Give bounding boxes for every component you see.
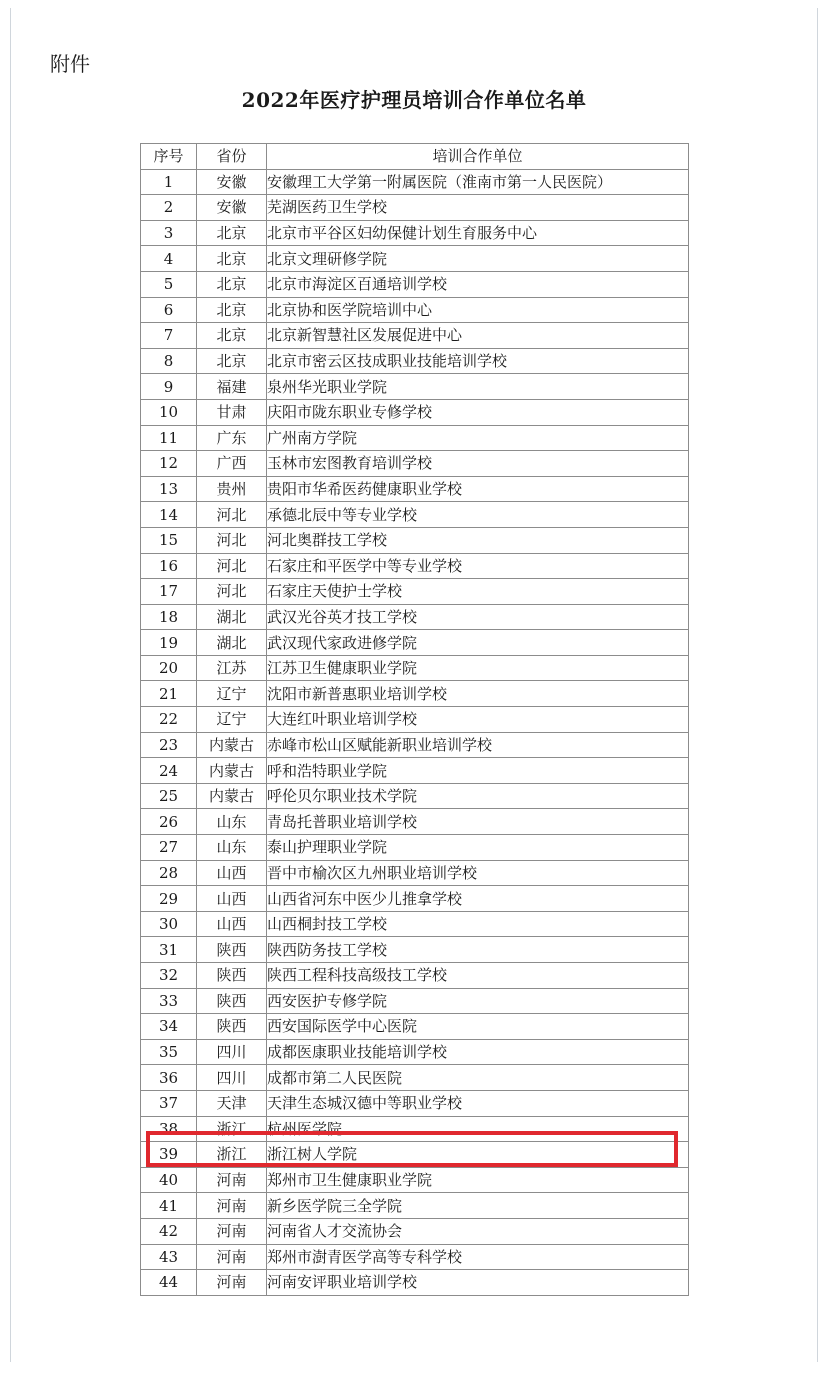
table-row bbox=[141, 220, 689, 246]
row-unit: 青岛托普职业培训学校 bbox=[267, 809, 689, 835]
table-row bbox=[141, 579, 689, 605]
table-row bbox=[141, 1244, 689, 1270]
table-row bbox=[141, 860, 689, 886]
table-row bbox=[141, 271, 689, 297]
row-province: 内蒙古 bbox=[197, 758, 267, 784]
row-unit: 武汉光谷英才技工学校 bbox=[267, 604, 689, 630]
row-province: 安徽 bbox=[197, 195, 267, 221]
row-province: 内蒙古 bbox=[197, 783, 267, 809]
row-seq: 21 bbox=[141, 681, 197, 707]
table-row bbox=[141, 1014, 689, 1040]
row-seq: 10 bbox=[141, 399, 197, 425]
row-unit: 河北奥群技工学校 bbox=[267, 527, 689, 553]
row-seq: 23 bbox=[141, 732, 197, 758]
row-seq: 43 bbox=[141, 1244, 197, 1270]
row-province: 浙江 bbox=[197, 1116, 267, 1142]
row-unit: 陕西工程科技高级技工学校 bbox=[267, 963, 689, 989]
row-province: 北京 bbox=[197, 271, 267, 297]
row-province: 河北 bbox=[197, 579, 267, 605]
table-row bbox=[141, 1270, 689, 1296]
row-seq: 16 bbox=[141, 553, 197, 579]
table-row bbox=[141, 169, 689, 195]
row-seq: 35 bbox=[141, 1039, 197, 1065]
row-province: 陕西 bbox=[197, 1014, 267, 1040]
table-row bbox=[141, 835, 689, 861]
row-province: 河北 bbox=[197, 553, 267, 579]
row-province: 北京 bbox=[197, 297, 267, 323]
row-seq: 31 bbox=[141, 937, 197, 963]
table-row bbox=[141, 195, 689, 221]
row-unit: 武汉现代家政进修学院 bbox=[267, 630, 689, 656]
table-row bbox=[141, 348, 689, 374]
row-seq: 14 bbox=[141, 502, 197, 528]
row-unit: 河南安评职业培训学校 bbox=[267, 1270, 689, 1296]
row-unit: 石家庄和平医学中等专业学校 bbox=[267, 553, 689, 579]
table-row bbox=[141, 783, 689, 809]
row-province: 山西 bbox=[197, 886, 267, 912]
row-seq: 7 bbox=[141, 323, 197, 349]
row-seq: 13 bbox=[141, 476, 197, 502]
row-seq: 32 bbox=[141, 963, 197, 989]
page-title: 2022年医疗护理员培训合作单位名单 bbox=[241, 88, 587, 112]
row-province: 山西 bbox=[197, 860, 267, 886]
row-unit: 成都医康职业技能培训学校 bbox=[267, 1039, 689, 1065]
row-unit: 呼和浩特职业学院 bbox=[267, 758, 689, 784]
row-seq: 6 bbox=[141, 297, 197, 323]
row-seq: 20 bbox=[141, 655, 197, 681]
row-unit: 西安国际医学中心医院 bbox=[267, 1014, 689, 1040]
row-province: 湖北 bbox=[197, 604, 267, 630]
row-unit: 西安医护专修学院 bbox=[267, 988, 689, 1014]
table-row bbox=[141, 655, 689, 681]
table-row bbox=[141, 911, 689, 937]
table-row bbox=[141, 1193, 689, 1219]
row-unit: 江苏卫生健康职业学院 bbox=[267, 655, 689, 681]
row-seq: 25 bbox=[141, 783, 197, 809]
row-unit: 浙江树人学院 bbox=[267, 1142, 689, 1168]
partner-table bbox=[140, 143, 689, 1296]
table-row bbox=[141, 527, 689, 553]
row-seq: 27 bbox=[141, 835, 197, 861]
table-row bbox=[141, 1039, 689, 1065]
row-province: 甘肃 bbox=[197, 399, 267, 425]
row-seq: 44 bbox=[141, 1270, 197, 1296]
row-unit: 广州南方学院 bbox=[267, 425, 689, 451]
row-province: 贵州 bbox=[197, 476, 267, 502]
row-province: 广西 bbox=[197, 451, 267, 477]
row-province: 辽宁 bbox=[197, 681, 267, 707]
row-seq: 2 bbox=[141, 195, 197, 221]
row-seq: 22 bbox=[141, 707, 197, 733]
row-unit: 安徽理工大学第一附属医院（淮南市第一人民医院） bbox=[267, 169, 689, 195]
table-row bbox=[141, 451, 689, 477]
row-seq: 33 bbox=[141, 988, 197, 1014]
row-unit: 河南省人才交流协会 bbox=[267, 1218, 689, 1244]
row-unit: 新乡医学院三全学院 bbox=[267, 1193, 689, 1219]
row-unit: 北京文理研修学院 bbox=[267, 246, 689, 272]
table-row bbox=[141, 1090, 689, 1116]
row-seq: 42 bbox=[141, 1218, 197, 1244]
row-unit: 贵阳市华希医药健康职业学校 bbox=[267, 476, 689, 502]
row-unit: 北京市密云区技成职业技能培训学校 bbox=[267, 348, 689, 374]
row-seq: 3 bbox=[141, 220, 197, 246]
row-province: 山东 bbox=[197, 809, 267, 835]
row-province: 内蒙古 bbox=[197, 732, 267, 758]
row-unit: 石家庄天使护士学校 bbox=[267, 579, 689, 605]
table-row bbox=[141, 707, 689, 733]
row-seq: 1 bbox=[141, 169, 197, 195]
table-header-row bbox=[141, 144, 689, 170]
table-row bbox=[141, 937, 689, 963]
table-row bbox=[141, 988, 689, 1014]
row-seq: 18 bbox=[141, 604, 197, 630]
row-unit: 承德北辰中等专业学校 bbox=[267, 502, 689, 528]
header-province: 省份 bbox=[197, 144, 267, 170]
row-unit: 北京协和医学院培训中心 bbox=[267, 297, 689, 323]
row-unit: 庆阳市陇东职业专修学校 bbox=[267, 399, 689, 425]
row-province: 辽宁 bbox=[197, 707, 267, 733]
row-province: 河南 bbox=[197, 1218, 267, 1244]
row-province: 浙江 bbox=[197, 1142, 267, 1168]
row-unit: 天津生态城汉德中等职业学校 bbox=[267, 1090, 689, 1116]
row-province: 北京 bbox=[197, 220, 267, 246]
row-unit: 芜湖医药卫生学校 bbox=[267, 195, 689, 221]
table-row bbox=[141, 1065, 689, 1091]
row-seq: 40 bbox=[141, 1167, 197, 1193]
header-unit: 培训合作单位 bbox=[267, 144, 689, 170]
row-province: 陕西 bbox=[197, 963, 267, 989]
table-row bbox=[141, 963, 689, 989]
table-row bbox=[141, 732, 689, 758]
row-province: 山西 bbox=[197, 911, 267, 937]
row-seq: 8 bbox=[141, 348, 197, 374]
row-seq: 38 bbox=[141, 1116, 197, 1142]
row-province: 江苏 bbox=[197, 655, 267, 681]
row-province: 陕西 bbox=[197, 988, 267, 1014]
row-province: 湖北 bbox=[197, 630, 267, 656]
table-row bbox=[141, 246, 689, 272]
row-province: 四川 bbox=[197, 1039, 267, 1065]
attachment-label: 附件 bbox=[50, 52, 90, 76]
row-unit: 山西省河东中医少儿推拿学校 bbox=[267, 886, 689, 912]
row-seq: 28 bbox=[141, 860, 197, 886]
table-row bbox=[141, 630, 689, 656]
row-seq: 36 bbox=[141, 1065, 197, 1091]
row-unit: 泉州华光职业学院 bbox=[267, 374, 689, 400]
row-unit: 北京市平谷区妇幼保健计划生育服务中心 bbox=[267, 220, 689, 246]
row-seq: 9 bbox=[141, 374, 197, 400]
row-unit: 大连红叶职业培训学校 bbox=[267, 707, 689, 733]
row-seq: 4 bbox=[141, 246, 197, 272]
row-seq: 37 bbox=[141, 1090, 197, 1116]
row-province: 河南 bbox=[197, 1270, 267, 1296]
table-row bbox=[141, 1167, 689, 1193]
row-unit: 北京市海淀区百通培训学校 bbox=[267, 271, 689, 297]
row-unit: 赤峰市松山区赋能新职业培训学校 bbox=[267, 732, 689, 758]
row-province: 北京 bbox=[197, 348, 267, 374]
highlight-box bbox=[146, 1131, 678, 1167]
row-province: 山东 bbox=[197, 835, 267, 861]
row-unit: 北京新智慧社区发展促进中心 bbox=[267, 323, 689, 349]
row-unit: 成都市第二人民医院 bbox=[267, 1065, 689, 1091]
row-province: 陕西 bbox=[197, 937, 267, 963]
row-province: 河南 bbox=[197, 1244, 267, 1270]
table-row bbox=[141, 374, 689, 400]
table-row bbox=[141, 399, 689, 425]
table-row bbox=[141, 604, 689, 630]
table-row bbox=[141, 809, 689, 835]
row-seq: 19 bbox=[141, 630, 197, 656]
row-province: 安徽 bbox=[197, 169, 267, 195]
row-province: 福建 bbox=[197, 374, 267, 400]
row-unit: 陕西防务技工学校 bbox=[267, 937, 689, 963]
row-seq: 34 bbox=[141, 1014, 197, 1040]
table-row bbox=[141, 758, 689, 784]
row-province: 四川 bbox=[197, 1065, 267, 1091]
row-seq: 17 bbox=[141, 579, 197, 605]
row-province: 河北 bbox=[197, 502, 267, 528]
row-unit: 郑州市卫生健康职业学院 bbox=[267, 1167, 689, 1193]
table-body bbox=[141, 169, 689, 1295]
table-row bbox=[141, 502, 689, 528]
table-row bbox=[141, 476, 689, 502]
row-unit: 郑州市澍青医学高等专科学校 bbox=[267, 1244, 689, 1270]
table-row bbox=[141, 886, 689, 912]
row-unit: 泰山护理职业学院 bbox=[267, 835, 689, 861]
row-unit: 沈阳市新普惠职业培训学校 bbox=[267, 681, 689, 707]
table-row bbox=[141, 553, 689, 579]
table-row bbox=[141, 323, 689, 349]
row-province: 北京 bbox=[197, 246, 267, 272]
table-row bbox=[141, 425, 689, 451]
row-province: 北京 bbox=[197, 323, 267, 349]
row-seq: 11 bbox=[141, 425, 197, 451]
row-unit: 玉林市宏图教育培训学校 bbox=[267, 451, 689, 477]
row-province: 河北 bbox=[197, 527, 267, 553]
row-seq: 24 bbox=[141, 758, 197, 784]
row-seq: 39 bbox=[141, 1142, 197, 1168]
table-row bbox=[141, 297, 689, 323]
row-province: 河南 bbox=[197, 1167, 267, 1193]
row-seq: 5 bbox=[141, 271, 197, 297]
row-seq: 41 bbox=[141, 1193, 197, 1219]
row-seq: 30 bbox=[141, 911, 197, 937]
row-province: 广东 bbox=[197, 425, 267, 451]
row-seq: 29 bbox=[141, 886, 197, 912]
table-row bbox=[141, 681, 689, 707]
row-seq: 15 bbox=[141, 527, 197, 553]
row-seq: 26 bbox=[141, 809, 197, 835]
row-unit: 呼伦贝尔职业技术学院 bbox=[267, 783, 689, 809]
row-unit: 杭州医学院 bbox=[267, 1116, 689, 1142]
row-province: 天津 bbox=[197, 1090, 267, 1116]
row-province: 河南 bbox=[197, 1193, 267, 1219]
row-unit: 山西桐封技工学校 bbox=[267, 911, 689, 937]
row-unit: 晋中市榆次区九州职业培训学校 bbox=[267, 860, 689, 886]
header-seq: 序号 bbox=[141, 144, 197, 170]
table-row bbox=[141, 1218, 689, 1244]
row-seq: 12 bbox=[141, 451, 197, 477]
